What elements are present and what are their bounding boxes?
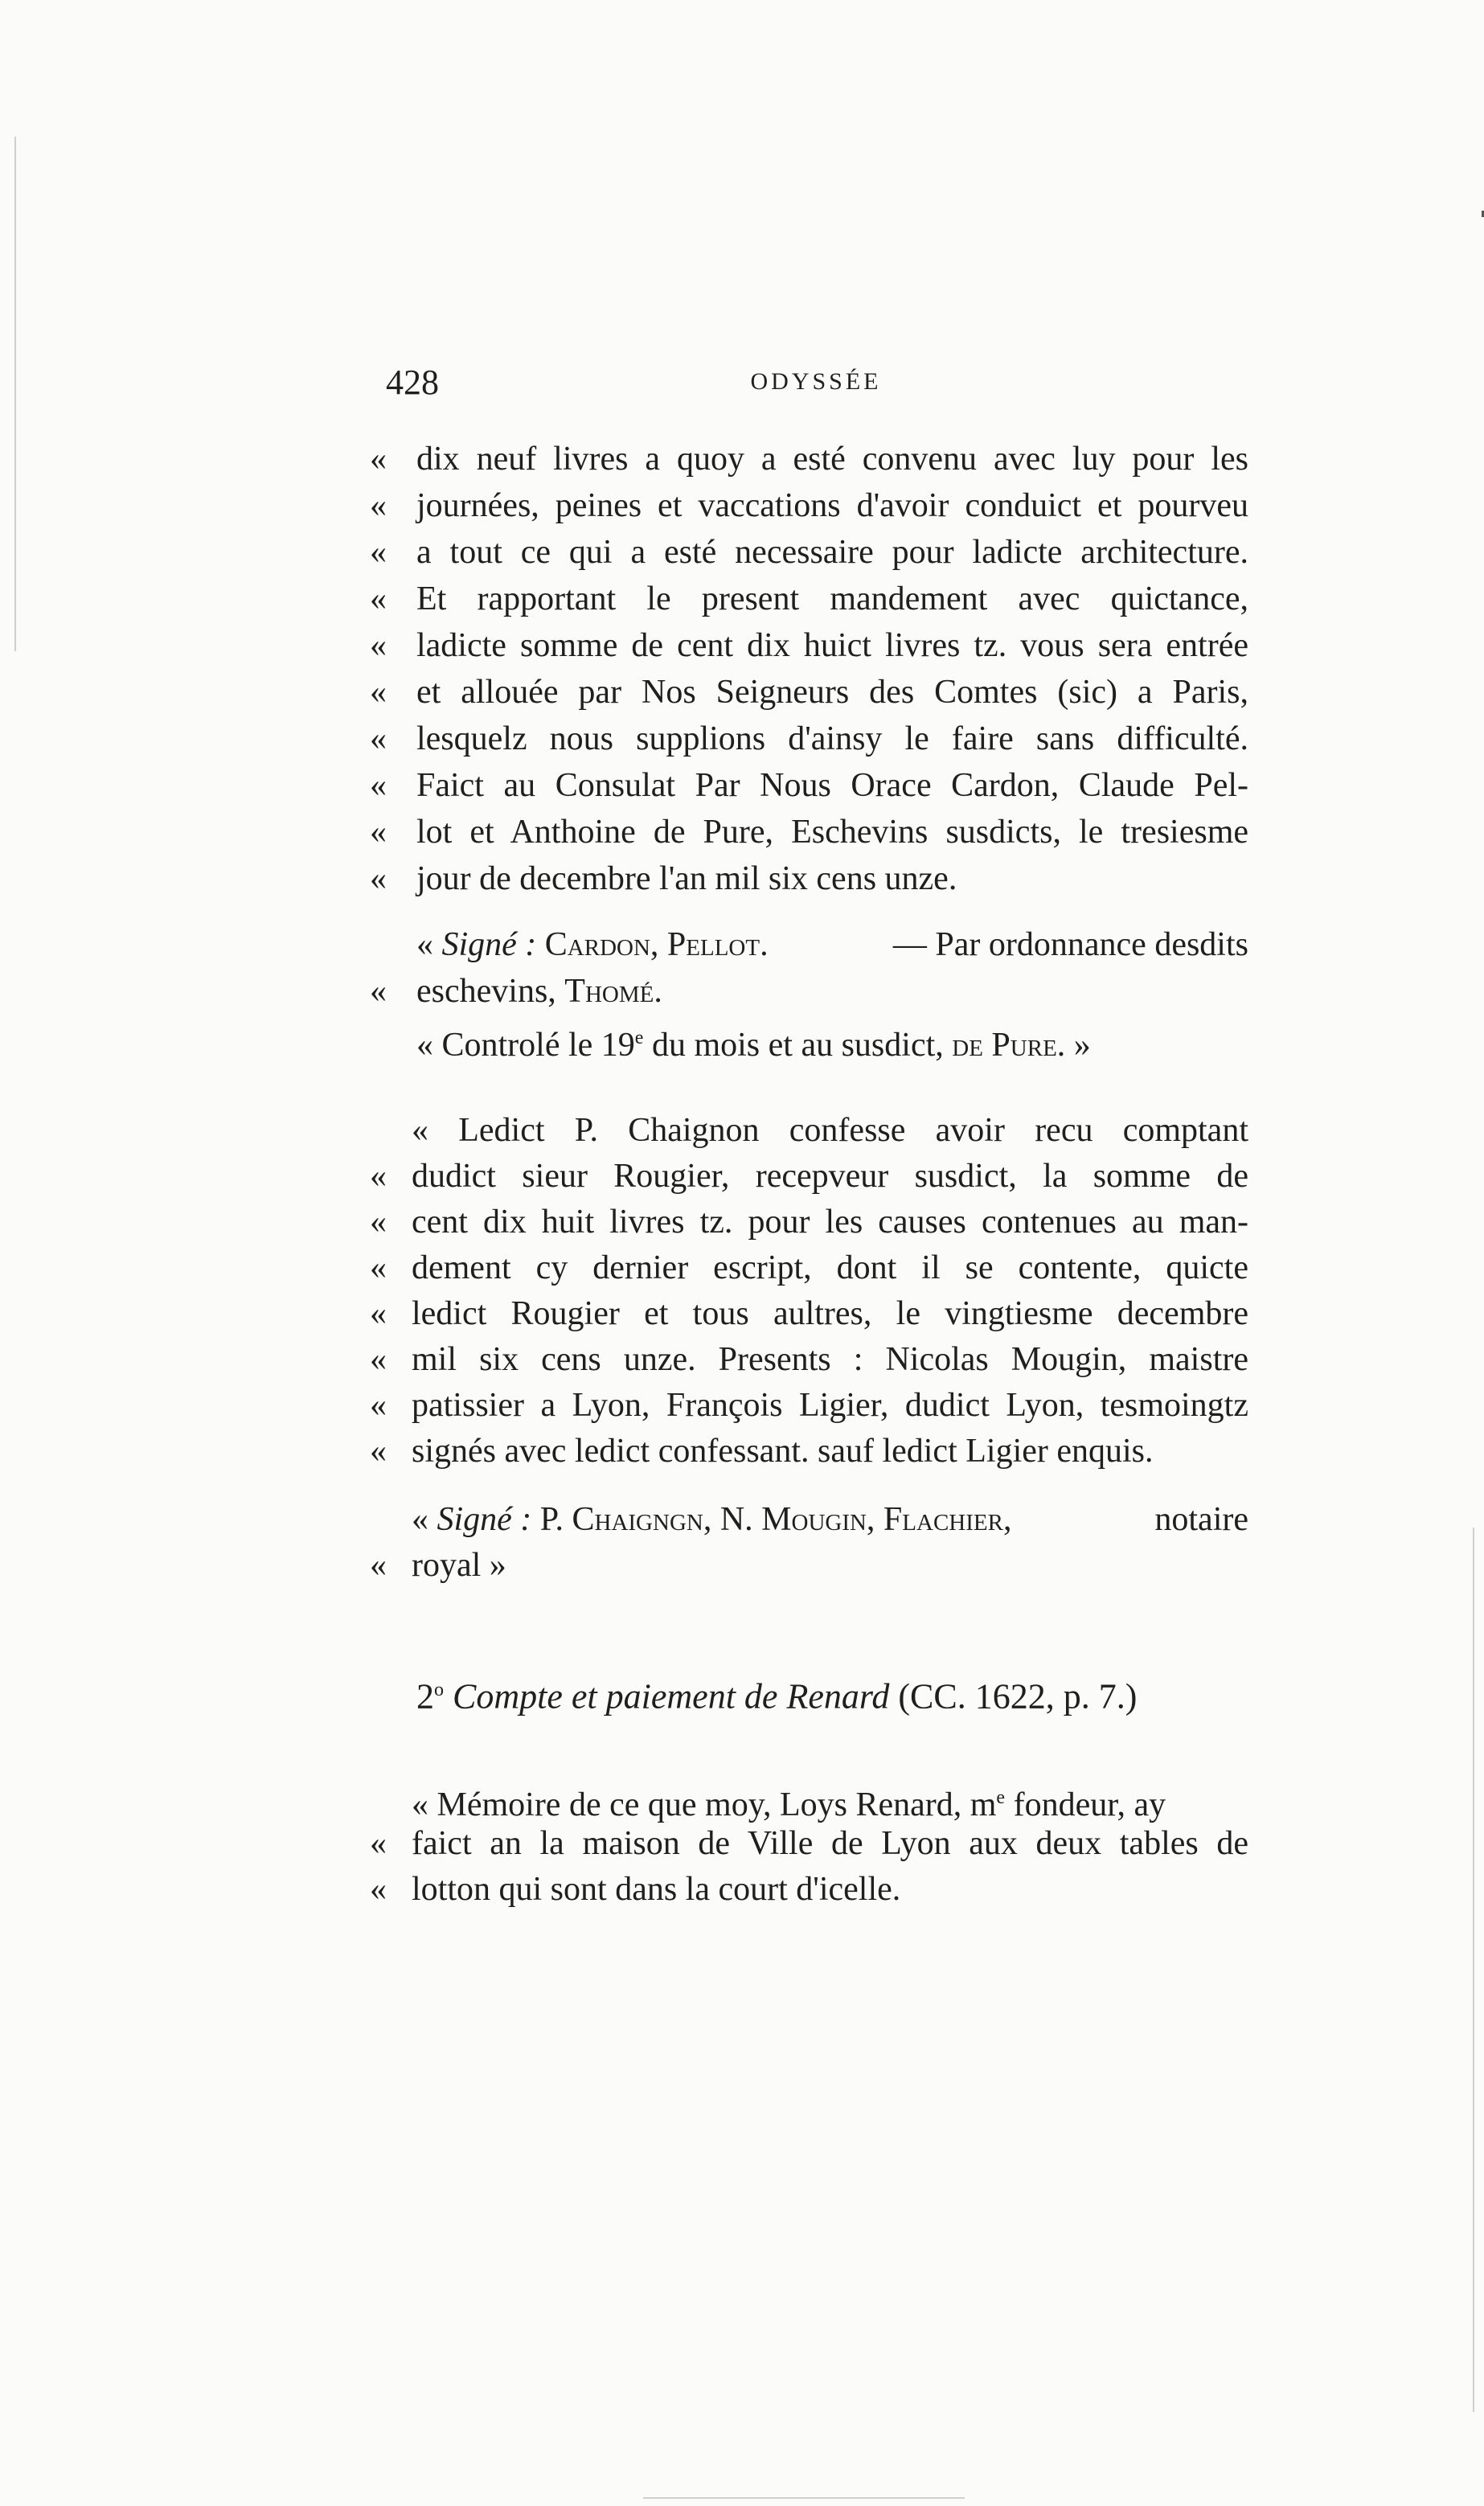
text-line: faict an la maison de Ville de Lyon aux deux tables de (412, 1825, 1248, 1862)
memoire-text-rest: fondeur, ay (1005, 1786, 1166, 1823)
scan-edge-mark (1473, 1528, 1474, 2412)
controle-text: « Controlé le 19 (416, 1027, 635, 1064)
quote-mark: « (370, 720, 387, 757)
text-line: jour de decembre l'an mil six cens unze. (416, 860, 957, 897)
quote-mark: « (416, 926, 433, 963)
quote-mark: « (370, 441, 387, 478)
text-line: lesquelz nous supplions d'ainsy le faire sans difficulté. (416, 720, 1248, 757)
quote-mark: « (370, 580, 387, 617)
superscript: e (996, 1787, 1006, 1808)
signe-label: Signé : (441, 926, 537, 963)
text-line: dement cy dernier escript, dont il se contente, quicte (412, 1249, 1248, 1286)
signature-line (416, 922, 1248, 967)
quote-close: » (1065, 1027, 1091, 1064)
scan-bottom-mark (643, 2497, 965, 2499)
degree-mark: o (434, 1680, 444, 1700)
section-number: 2 (416, 1676, 434, 1716)
text-line: cent dix huit livres tz. pour les causes contenues au man- (412, 1204, 1248, 1241)
text-line: patissier a Lyon, François Ligier, dudict Lyon, tesmoingtz (412, 1387, 1248, 1424)
text-line: lotton qui sont dans la court d'icelle. (412, 1871, 901, 1908)
page-number: 428 (386, 363, 439, 402)
text-line: et allouée par Nos Seigneurs des Comtes (sic) a Paris, (416, 674, 1248, 711)
quote-mark: « (370, 767, 387, 804)
running-head: ODYSSÉE (750, 368, 882, 395)
eschevins-text: eschevins, (416, 973, 556, 1010)
quote-mark: « (370, 1825, 387, 1862)
ordonnance-text: — Par ordonnance desdits (892, 926, 1248, 963)
signature-line (412, 1497, 1248, 1542)
controle-text-rest: du mois et au susdict, (643, 1027, 953, 1064)
text-line: journées, peines et vaccations d'avoir conduict et pourveu (416, 487, 1248, 524)
section-heading (416, 1666, 1137, 1721)
text-line (412, 1775, 1248, 1827)
signe-label: Signé : (437, 1501, 532, 1538)
text-line: signés avec ledict confessant. sauf ledict Ligier enquis. (412, 1433, 1154, 1470)
text-line: ledict Rougier et tous aultres, le vingtiesme decembre (412, 1295, 1248, 1332)
signature-line-2 (416, 969, 662, 1014)
text-line: lot et Anthoine de Pure, Eschevins susdicts, le tresiesme (416, 814, 1248, 851)
quote-mark: « (370, 1547, 387, 1584)
quote-mark: « (370, 1249, 387, 1286)
quote-mark: « (370, 627, 387, 664)
text-line: dudict sieur Rougier, recepveur susdict, la somme de (412, 1158, 1248, 1195)
quote-mark: « (370, 1158, 387, 1195)
quote-mark: « (370, 860, 387, 897)
text-line: a tout ce qui a esté necessaire pour ladicte architecture. (416, 534, 1248, 571)
quote-mark: « (370, 1433, 387, 1470)
quote-mark: « (370, 1295, 387, 1332)
initial-p: P. (539, 1501, 564, 1538)
text-line: mil six cens unze. Presents : Nicolas Mougin, maistre (412, 1341, 1248, 1378)
quote-mark: « (370, 1871, 387, 1908)
memoire-text: « Mémoire de ce que moy, Loys Renard, m (412, 1786, 997, 1823)
quote-mark: « (370, 1387, 387, 1424)
quote-mark: « (370, 1341, 387, 1378)
text-line: ladicte somme de cent dix huict livres tz. vous sera entrée (416, 627, 1248, 664)
thome-name: Thomé. (564, 973, 662, 1010)
quote-mark: « (370, 973, 387, 1010)
quote-mark: « (370, 487, 387, 524)
text-line: Et rapportant le present mandement avec quictance, (416, 580, 1248, 617)
page-header (386, 362, 1246, 410)
royal-text: royal » (412, 1547, 506, 1584)
pure-name: de Pure. (952, 1027, 1066, 1064)
section-title: Compte et paiement de Renard (453, 1676, 890, 1716)
controle-line (416, 1015, 1091, 1068)
superscript: e (634, 1027, 644, 1048)
section-reference: (CC. 1622, p. 7.) (898, 1676, 1138, 1716)
text-line: dix neuf livres a quoy a esté convenu avec luy pour les (416, 441, 1248, 478)
scan-edge-mark (14, 137, 16, 651)
quote-mark: « (412, 1501, 428, 1538)
quote-mark: « (370, 534, 387, 571)
text-line: Faict au Consulat Par Nous Orace Cardon, Claude Pel- (416, 767, 1248, 804)
text-line: « Ledict P. Chaignon confesse avoir recu comptant (412, 1112, 1248, 1149)
quote-mark: « (370, 1204, 387, 1241)
quote-mark: « (370, 814, 387, 851)
quote-mark: « (370, 674, 387, 711)
signatory-names: Chaigngn, N. Mougin, Flachier, (572, 1501, 1012, 1538)
notaire-text: notaire (1154, 1501, 1248, 1538)
signatory-names: Cardon, Pellot. (544, 926, 769, 963)
